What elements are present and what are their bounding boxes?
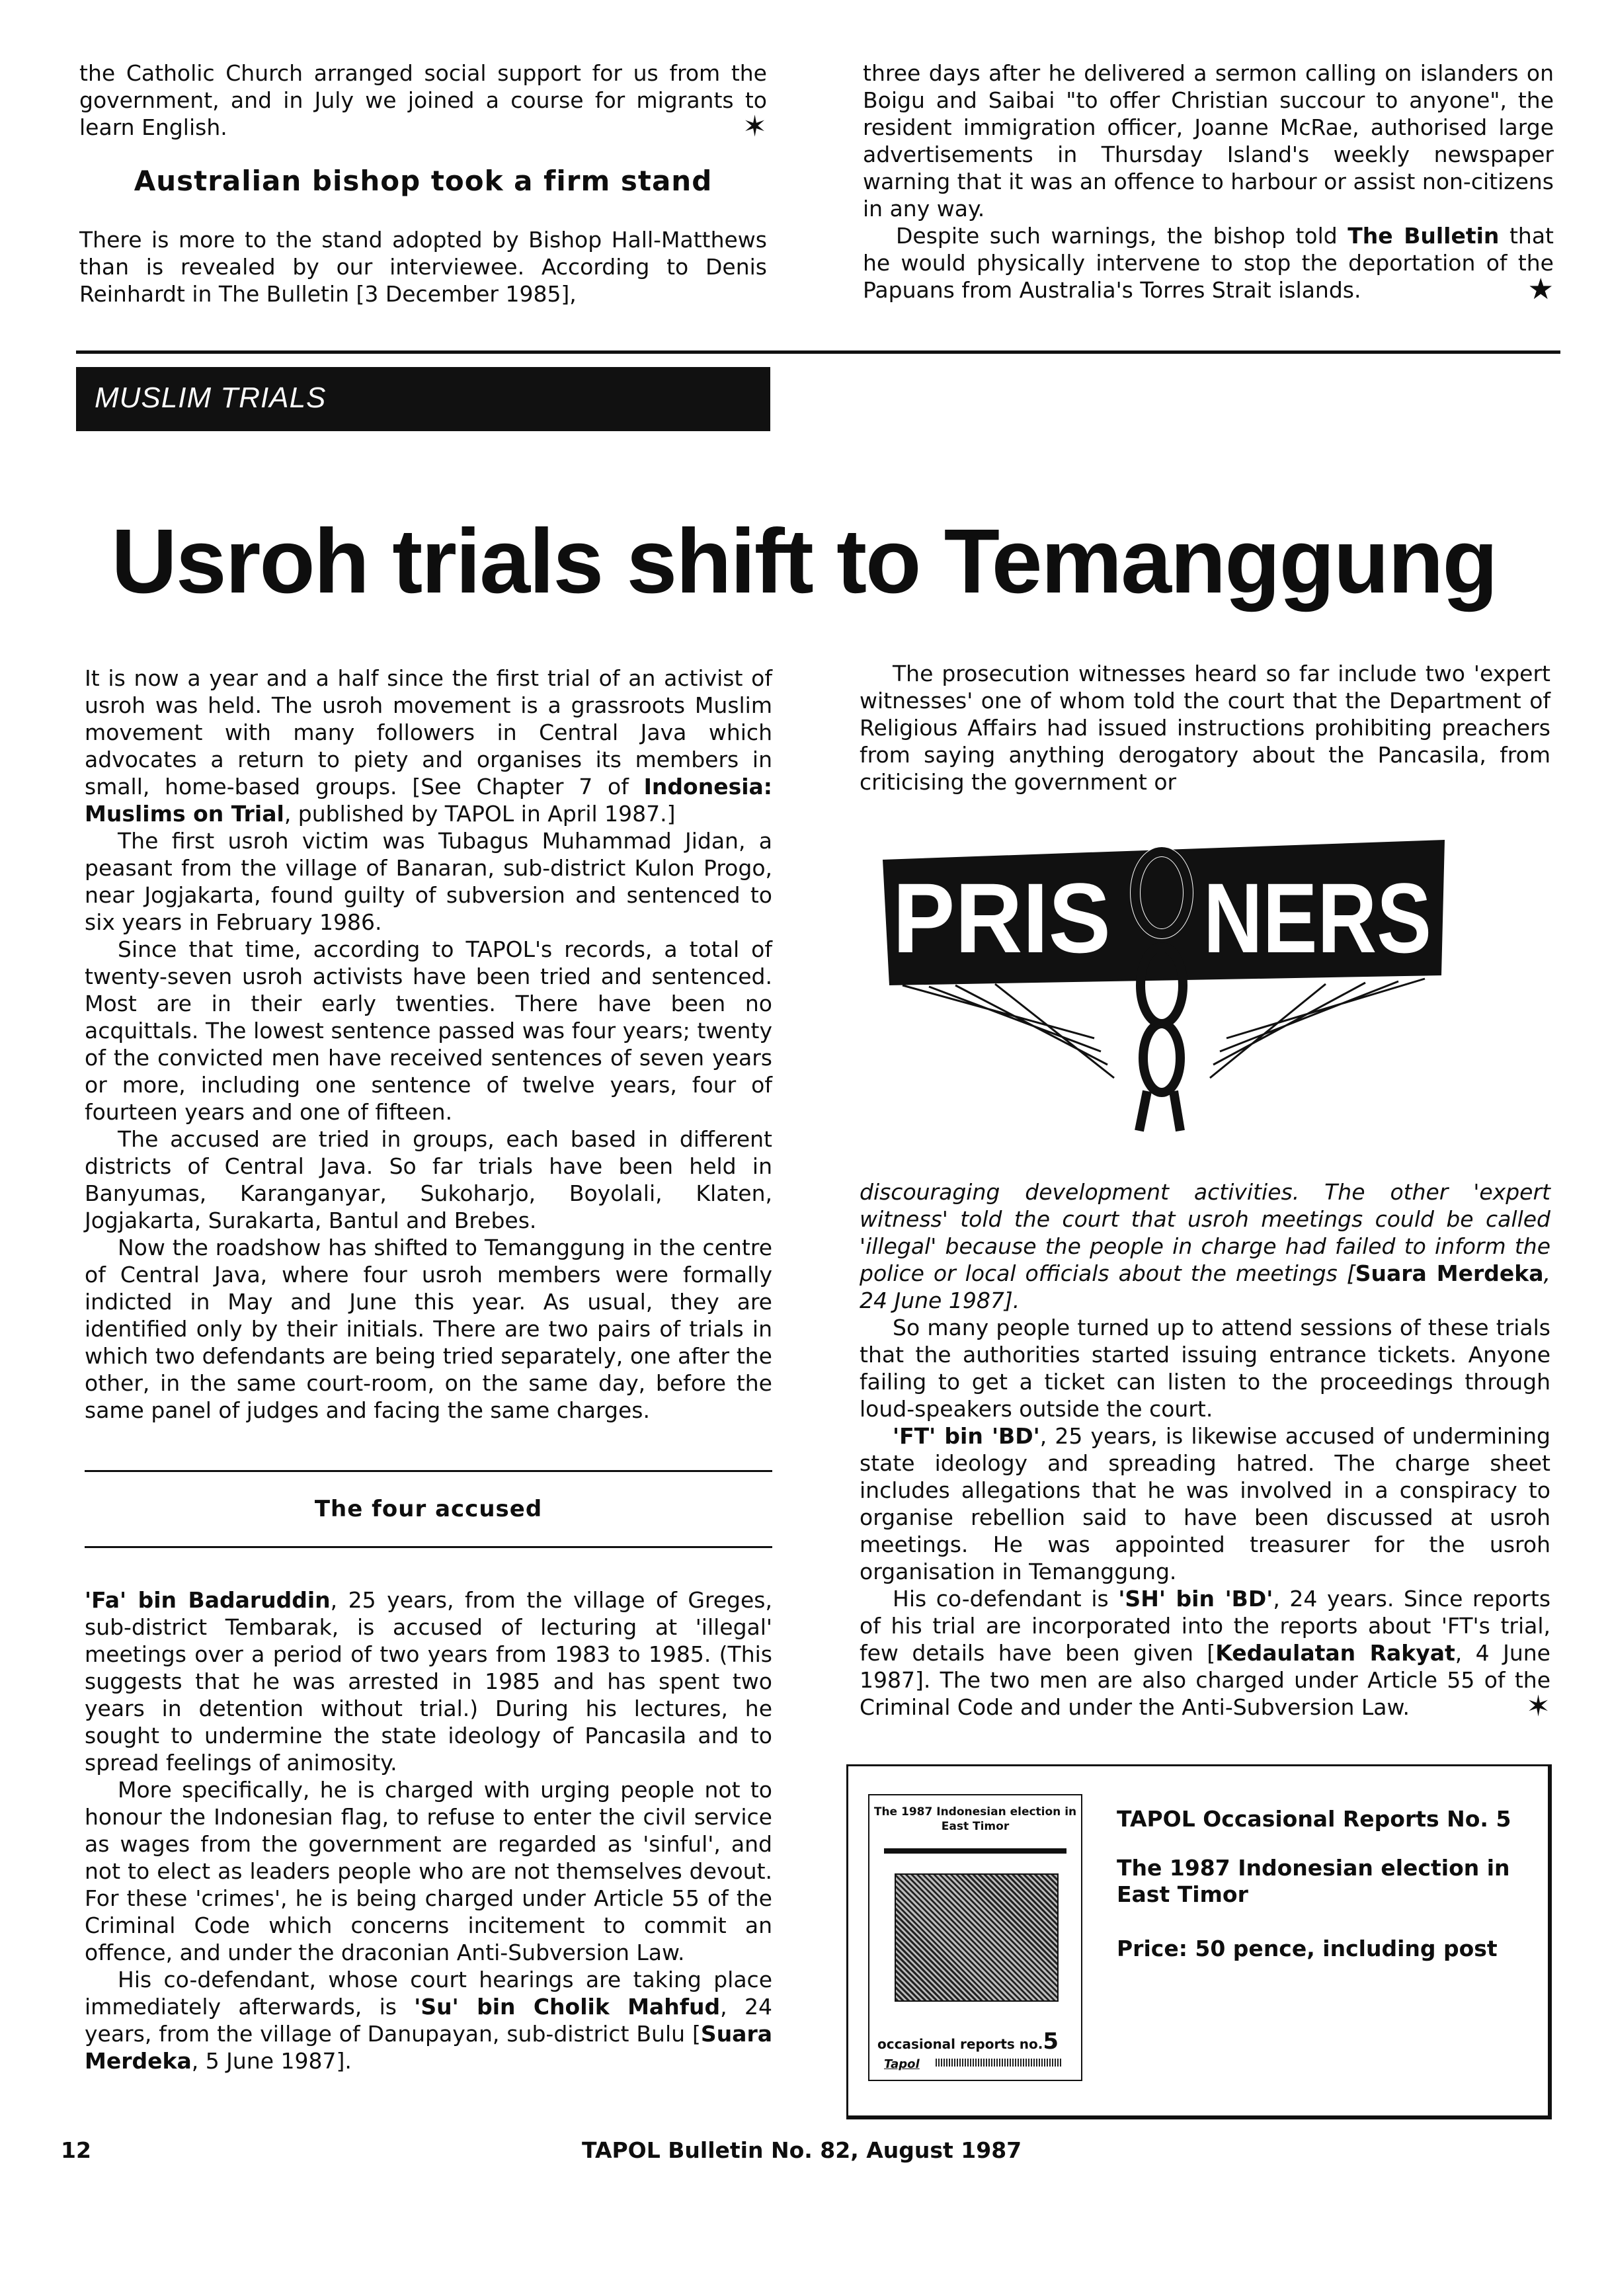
cover-logo: Tapol bbox=[884, 2057, 920, 2071]
left-para-2: The first usroh victim was Tubagus Muhammad Jidan, a peasant from the village of Banaran, sub-district Kulon Progo, near Jogjakarta, found guilty of subversion and sentenced to six years in February 1986. bbox=[85, 828, 772, 935]
headline: Usroh trials shift to Temanggung bbox=[111, 511, 1497, 612]
star-end-icon: ★ bbox=[1527, 272, 1554, 306]
left-para-7: More specifically, he is charged with urging people not to honour the Indonesian flag, to refuse to enter the civil service as wages from the government are regarded as 'sinful', and not to elect as leaders people who are not themselves devout. For these 'crimes', he is being charged under Article 55 of the Criminal Code which concerns incitement to commit an offence, and under the draconian Anti-Subversion Law. bbox=[85, 1777, 772, 1965]
ad-title: TAPOL Occasional Reports No. 5 bbox=[1117, 1806, 1511, 1832]
top-right-para-1: three days after he delivered a sermon calling on islanders on Boigu and Saibai "to offer Christian succour to anyone", the resident immigration officer, Joanne McRae, authorised large advertisements in Thursday Island's weekly newspaper warning that it was an offence to harbour or assist non-citizens in any way. bbox=[863, 60, 1554, 222]
report-cover bbox=[868, 1794, 1082, 2081]
top-left-column bbox=[79, 60, 767, 308]
section-label: MUSLIM TRIALS bbox=[95, 382, 327, 414]
cover-fine-print bbox=[936, 2059, 1061, 2067]
left-para-5: Now the roadshow has shifted to Temanggung in the centre of Central Java, where four usroh members were formally indicted in May and June this year. As usual, they are identified only by their initials. There are two pairs of trials in which two defendants are being tried separately, one after the other, in the same court-room, on the same day, before the same panel of judges and facing the same charges. bbox=[85, 1235, 772, 1423]
main-right-column bbox=[860, 660, 1550, 796]
subhead-rule-top bbox=[85, 1470, 772, 1472]
left-para-4: The accused are tried in groups, each based in different districts of Central Java. So far trials have been held in Banyumas, Karanganyar, Sukoharjo, Boyolali, Klaten, Jogjakarta, Surakarta, Bantul and Brebes. bbox=[85, 1126, 772, 1233]
star-end-icon: ✶ bbox=[743, 110, 767, 144]
left-para-6: 'Fa' bin Badaruddin, 25 years, from the village of Greges, sub-district Tembarak, is accused of lecturing at 'illegal' meetings over a period of two years from 1983 to 1985. (This suggests that he was arrested in 1985 and has spent two years in detention without trial.) During his lectures, he sought to undermine the state ideology of Pancasila and to spread feelings of animosity. bbox=[85, 1587, 772, 1776]
right-para-4: 'FT' bin 'BD', 25 years, is likewise accused of undermining state ideology and spreading hatred. The charge sheet includes allegations that he was involved in a conspiracy to organise rebellion said to have been discussed at usroh meetings. He was appointed treasurer for the usroh organisation in Temanggung. bbox=[860, 1423, 1550, 1584]
four-accused-subhead: The four accused bbox=[314, 1496, 543, 1522]
publication-footer: TAPOL Bulletin No. 82, August 1987 bbox=[582, 2137, 1022, 2163]
top-divider bbox=[76, 350, 1560, 354]
star-end-icon: ✶ bbox=[1526, 1690, 1550, 1723]
left-para-8: His co-defendant, whose court hearings are taking place immediately afterwards, is 'Su' bin Cholik Mahfud, 24 years, from the village of Danupayan, sub-district Bulu [Suara Merdeka, 5 June 1987]. bbox=[85, 1967, 772, 2074]
left-para-3: Since that time, according to TAPOL's records, a total of twenty-seven usroh activists have been tried and sentenced. Most are in their early twenties. There have been no acquittals. The lowest sentence passed was four years; twenty of the convicted men have received sentences of seven years or more, including one sentence of twelve years, four of fourteen years and one of fifteen. bbox=[85, 936, 772, 1125]
subhead-rule-bottom bbox=[85, 1546, 772, 1548]
cover-photo bbox=[895, 1873, 1059, 2002]
right-para-1: The prosecution witnesses heard so far include two 'expert witnesses' one of whom told the court that the Department of Religious Affairs had issued instructions prohibiting preachers from saying anything derogatory about the Pancasila, from criticising the government or bbox=[860, 661, 1550, 795]
poster-big-text-left: PRIS bbox=[893, 862, 1111, 973]
top-left-subhead: Australian bishop took a firm stand bbox=[134, 165, 713, 197]
right-para-5: His co-defendant is 'SH' bin 'BD', 24 years. Since reports of his trial are incorporated into the reports about 'FT's trial, few details have been given [Kedaulatan Rakyat, 4 June 1987]. The two men are also charged under Article 55 of the Criminal Code and under the Anti-Subversion Law. ✶ bbox=[860, 1586, 1551, 1723]
top-left-para-1: the Catholic Church arranged social support for us from the government, and in July we joined a course for migrants to learn English. ✶ bbox=[79, 60, 767, 144]
main-right-column-lower bbox=[860, 1178, 1550, 1721]
left-para-1: It is now a year and a half since the first trial of an activist of usroh was held. The usroh movement is a grassroots Muslim movement with many followers in Central Java which advocates a return to piety and organises its members in small, home-based groups. [See Chapter 7 of Indonesia: Muslims on Trial, published by TAPOL in April 1987.] bbox=[85, 665, 772, 827]
occasional-reports-ad bbox=[846, 1764, 1552, 2119]
top-right-para-2: Despite such warnings, the bishop told The Bulletin that he would physically intervene to stop the deportation of the Papuans from Australia's Torres Strait islands. ★ bbox=[863, 223, 1554, 306]
section-banner bbox=[76, 367, 770, 431]
poster-small-text: Political bbox=[929, 827, 1029, 860]
ad-subtitle: The 1987 Indonesian election in East Timor bbox=[1117, 1855, 1510, 1907]
cover-title: The 1987 Indonesian election in East Timor bbox=[873, 1805, 1077, 1833]
page-number: 12 bbox=[61, 2137, 91, 2163]
ad-text bbox=[1117, 1806, 1527, 1962]
right-para-3: So many people turned up to attend sessions of these trials that the authorities started issuing entrance tickets. Anyone failing to get a ticket can listen to the proceedings through loud-speakers outside the court. bbox=[860, 1315, 1550, 1422]
cover-bar bbox=[884, 1848, 1066, 1854]
political-prisoners-poster bbox=[876, 820, 1451, 1137]
top-left-para-2: There is more to the stand adopted by Bishop Hall-Matthews than is revealed by our interviewee. According to Denis Reinhardt in The Bulletin [3 December 1985], bbox=[79, 227, 767, 307]
poster-big-text-right: NERS bbox=[1203, 862, 1431, 973]
top-right-column bbox=[863, 60, 1554, 304]
cover-series: occasional reports no.5 bbox=[877, 2028, 1059, 2055]
ad-price: Price: 50 pence, including post bbox=[1117, 1936, 1498, 1961]
main-left-column bbox=[85, 665, 772, 2074]
right-para-2: discouraging development activities. The other 'expert witness' told the court that usroh meetings could be called 'illegal' because the people in charge had failed to inform the police or local officials about the meetings [Suara Merdeka, 24 June 1987]. bbox=[860, 1179, 1550, 1313]
